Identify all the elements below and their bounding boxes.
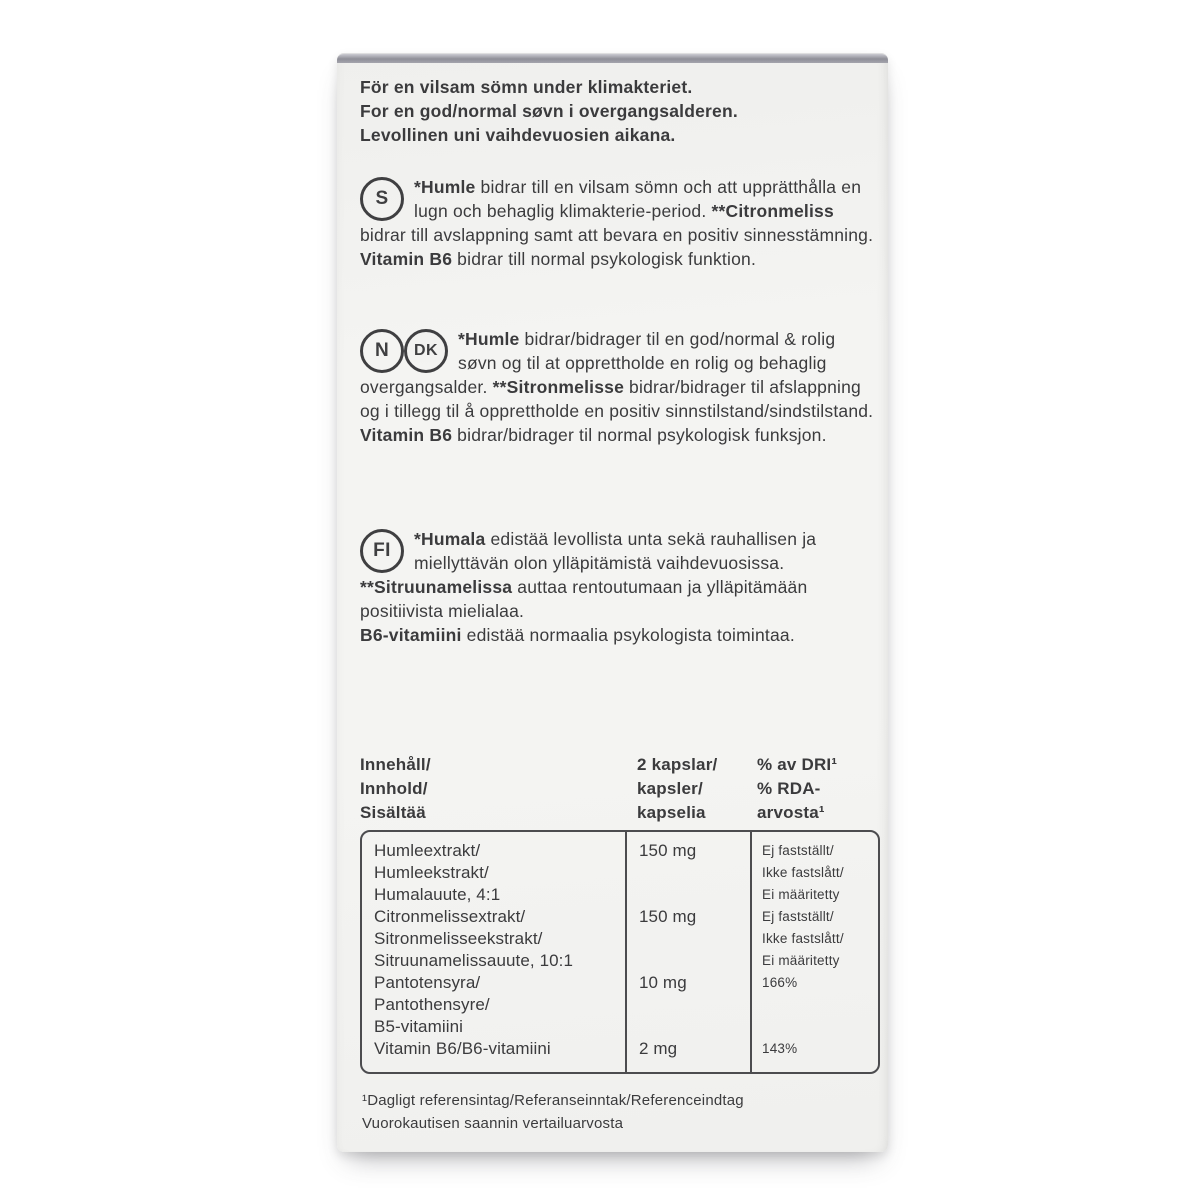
ingredient-sitronmelisse-bold: **Sitronmelisse [492, 377, 624, 397]
ingredient-name-line: Vitamin B6/B6-vitamiini [374, 1039, 551, 1058]
footnote-line: Vuorokautisen saannin vertailuarvosta [362, 1115, 624, 1132]
header-dose-line: kapsler/ [637, 779, 703, 798]
ingredient-name-line: Sitronmelisseekstrakt/ [374, 929, 543, 948]
ingredient-name-line: Sitruunamelissauute, 10:1 [374, 951, 574, 970]
ingredient-dri-line: Ei määritetty [762, 887, 840, 902]
vitamin-b6-bold-ndk: Vitamin B6 [360, 425, 453, 445]
ingredient-name-line: Humalauute, 4:1 [374, 885, 501, 904]
fi-claim-1: edistää levollista unta sekä rauhallisen ja miellyttävän olon ylläpitämistä vaihdevuosissa. [414, 529, 817, 573]
header-dri-line: arvosta¹ [757, 803, 825, 822]
footnote-line: ¹Dagligt referensintag/Referanseinntak/Referenceindtag [362, 1092, 744, 1109]
ingredient-sitruunamelissa-bold: **Sitruunamelissa [360, 577, 513, 597]
section-finland [360, 527, 874, 647]
header-content-line: Sisältää [360, 803, 426, 822]
ingredient-humle-bold: *Humle [414, 177, 476, 197]
header-dri-line: % RDA- [757, 779, 821, 798]
se-claim-2: bidrar till avslappning samt att bevara en positiv sinnesstämning. [360, 225, 874, 245]
ingredient-name-line: Pantothensyre/ [374, 995, 490, 1014]
table-row-b6-name [362, 1038, 625, 1072]
table-row-pantothenic-dri [750, 972, 878, 1038]
table-row-hops-name [362, 832, 625, 906]
heading-line-norwegian: For en god/normal søvn i overgangsalderen. [360, 101, 738, 121]
product-claims-heading [360, 75, 874, 147]
ingredient-name-line: Pantotensyra/ [374, 973, 481, 992]
table-row-pantothenic-name [362, 972, 625, 1038]
ingredient-amount: 10 mg [639, 973, 687, 992]
table-row-lemonbalm-dri [750, 906, 878, 972]
table-row-hops-dri [750, 832, 878, 906]
package-top-edge [337, 53, 888, 63]
fi-claim-2: auttaa rentoutumaan ja ylläpitämään positiivista mielialaa. [360, 577, 808, 621]
ingredient-amount: 150 mg [639, 907, 697, 926]
sweden-country-badge: S [360, 177, 404, 221]
header-col-dri [757, 753, 874, 825]
ingredient-dri-line: Ej fastställt/ [762, 843, 834, 858]
ndk-claim-3: bidrar/bidrager til normal psykologisk funksjon. [452, 425, 827, 445]
ingredient-name-line: Humleextrakt/ [374, 841, 481, 860]
ndk-claim-2: bidrar/bidrager til afslappning og i tillegg til å opprettholde en positiv sinnstilstand/sindstilstand. [360, 377, 874, 421]
vitamin-b6-bold-fi: B6-vitamiini [360, 625, 462, 645]
ndk-claim-1: bidrar/bidrager til en god/normal & rolig søvn og til at opprettholde en rolig og behaglig overgangsalder. [360, 329, 836, 397]
ingredient-amount: 2 mg [639, 1039, 678, 1058]
vitamin-b6-bold-se: Vitamin B6 [360, 249, 453, 269]
fi-claim-3: edistää normaalia psykologista toimintaa. [461, 625, 795, 645]
norway-denmark-badge-group [360, 329, 448, 373]
header-content-line: Innehåll/ [360, 755, 431, 774]
heading-line-finnish: Levollinen uni vaihdevuosien aikana. [360, 125, 676, 145]
ingredient-citronmeliss-bold: **Citronmeliss [711, 201, 834, 221]
table-row-hops-amount [625, 832, 750, 906]
ingredient-dri-line: 143% [762, 1041, 798, 1056]
header-dri-line: % av DRI¹ [757, 755, 838, 774]
header-col-dose [637, 753, 757, 825]
header-dose-line: kapselia [637, 803, 706, 822]
table-row-pantothenic-amount [625, 972, 750, 1038]
se-claim-1: bidrar till en vilsam sömn och att upprätthålla en lugn och behaglig klimakterie-period. [414, 177, 862, 221]
dri-footnote [362, 1089, 874, 1135]
se-claim-3: bidrar till normal psykologisk funktion. [452, 249, 757, 269]
ingredients-table [360, 830, 880, 1074]
ingredient-name-line: Humleekstrakt/ [374, 863, 489, 882]
ingredient-dri-line: Ikke fastslått/ [762, 865, 844, 880]
header-dose-line: 2 kapslar/ [637, 755, 718, 774]
ingredients-table-header [360, 753, 874, 825]
package-box [337, 53, 888, 1152]
ingredient-humle-bold-ndk: *Humle [458, 329, 520, 349]
table-row-lemonbalm-name [362, 906, 625, 972]
table-row-b6-amount [625, 1038, 750, 1072]
ingredient-dri-line: Ej fastställt/ [762, 909, 834, 924]
denmark-country-badge: DK [404, 329, 448, 373]
header-col-content [360, 753, 637, 825]
ingredient-dri-line: Ikke fastslått/ [762, 931, 844, 946]
finland-country-badge: FI [360, 529, 404, 573]
ingredient-name-line: Citronmelissextrakt/ [374, 907, 526, 926]
heading-line-swedish: För en vilsam sömn under klimakteriet. [360, 77, 693, 97]
norway-country-badge: N [360, 329, 404, 373]
ingredient-amount: 150 mg [639, 841, 697, 860]
table-row-lemonbalm-amount [625, 906, 750, 972]
ingredient-humala-bold: *Humala [414, 529, 486, 549]
header-content-line: Innhold/ [360, 779, 428, 798]
ingredient-dri-line: 166% [762, 975, 798, 990]
table-row-b6-dri [750, 1038, 878, 1072]
section-norway-denmark [360, 327, 874, 447]
ingredient-name-line: B5-vitamiini [374, 1017, 464, 1036]
section-sweden [360, 175, 874, 271]
ingredient-dri-line: Ei määritetty [762, 953, 840, 968]
